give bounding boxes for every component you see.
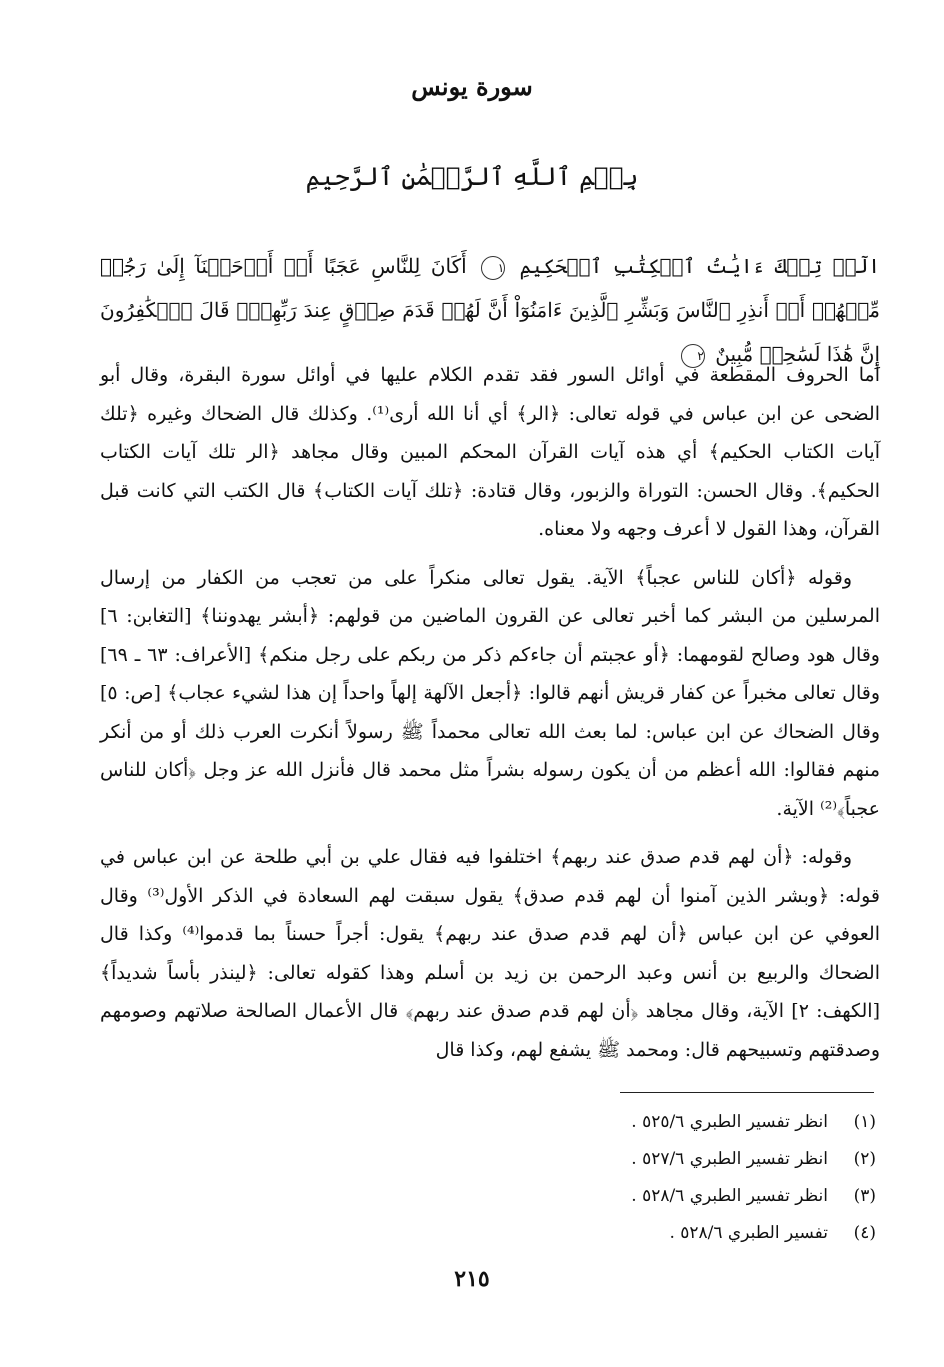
verse-2: أَكَانَ لِلنَّاسِ عَجَبًا أَنۡ أَوۡحَيۡنَآ إِلَىٰ رَجُلٖ مِّنۡهُمۡ أَنۡ أَنذِرِ ٱلنَّاسَ وَبَشِّرِ ٱلَّذِينَ ءَامَنُوٓاْ أَنَّ لَهُمۡ قَدَمَ صِدۡقٍ عِندَ رَبِّهِمۡۗ قَالَ ٱلۡكَٰفِرُونَ إِنَّ هَٰذَا لَسَٰحِرٞ مُّبِينٌ [100, 254, 880, 366]
footnote-number: (١) [853, 1112, 876, 1132]
footnote-number: (٣) [853, 1186, 876, 1206]
footnote-item [100, 1104, 876, 1141]
basmala: بِسۡمِ ٱللَّهِ ٱلرَّحۡمَٰنِ ٱلرَّحِيمِ [305, 162, 639, 191]
footnote-text: انظر تفسير الطبري ٥٢٧/٦ . [631, 1149, 828, 1169]
footnote-text: انظر تفسير الطبري ٥٢٨/٦ . [631, 1186, 828, 1206]
verse-number-2: ٢ [681, 344, 705, 368]
footnotes [100, 1104, 876, 1252]
footnote-divider [620, 1092, 874, 1093]
verse-number-1: ١ [481, 256, 505, 280]
footnote-item [100, 1215, 876, 1252]
verse-1: الٓرۚ تِلۡكَ ءَايَٰتُ ٱلۡكِتَٰبِ ٱلۡحَكِيمِ [519, 254, 881, 278]
commentary-paragraph-2: وقوله ﴿أكان للناس عجباً﴾ الآية. يقول تعالى منكراً على من تعجب من الكفار من إرسال المرسلين من البشر كما أخبر تعالى عن القرون الماضين من قولهم: ﴿أبشر يهدوننا﴾ [التغابن: ٦] وقال هود وصالح لقومهما: ﴿أو عجبتم أن جاءكم ذكر من ربكم على رجل منكم﴾ [الأعراف: ٦٣ ـ ٦٩] وقال تعالى مخبراً عن كفار قريش أنهم قالوا: ﴿أجعل الآلهة إلهاً واحداً إن هذا لشيء عجاب﴾ [ص: ٥] وقال الضحاك عن ابن عباس: لما بعث الله تعالى محمداً ﷺ رسولاً أنكرت العرب ذلك أو من أنكر منهم فقالوا: الله أعظم من أن يكون رسوله بشراً مثل محمد قال فأنزل الله عز وجل ﴿أكان للناس عجباً﴾⁽²⁾ الآية. [100, 566, 880, 820]
footnote-number: (٤) [853, 1223, 876, 1243]
footnote-number: (٢) [853, 1149, 876, 1169]
commentary-paragraph-3: وقوله: ﴿أن لهم قدم صدق عند ربهم﴾ اختلفوا فيه فقال علي بن أبي طلحة عن ابن عباس في قوله: ﴿وبشر الذين آمنوا أن لهم قدم صدق﴾ يقول سبقت لهم السعادة في الذكر الأول⁽³⁾ وقال العوفي عن ابن عباس ﴿أن لهم قدم صدق عند ربهم﴾ يقول: أجراً حسناً بما قدموا⁽⁴⁾ وكذا قال الضحاك والربيع بن أنس وعبد الرحمن بن زيد بن أسلم وهذا كقوله تعالى: ﴿لينذر بأساً شديداً﴾ [الكهف: ٢] الآية، وقال مجاهد ﴿أن لهم قدم صدق عند ربهم﴾ قال الأعمال الصالحة صلاتهم وصومهم وصدقتهم وتسبيحهم قال: ومحمد ﷺ يشفع لهم، وكذا قال [100, 846, 880, 1061]
footnote-item [100, 1141, 876, 1178]
surah-title: سورة يونس [411, 72, 533, 101]
footnote-text: انظر تفسير الطبري ٥٢٥/٦ . [631, 1112, 828, 1132]
commentary-text [100, 356, 880, 1079]
commentary-paragraph-1: أما الحروف المقطعة في أوائل السور فقد تقدم الكلام عليها في أوائل سورة البقرة، وقال أبو الضحى عن ابن عباس في قوله تعالى: ﴿الر﴾ أي أنا الله أرى⁽¹⁾. وكذلك قال الضحاك وغيره ﴿تلك آيات الكتاب الحكيم﴾ أي هذه آيات القرآن المحكم المبين وقال مجاهد ﴿الر تلك آيات الكتاب الحكيم﴾. وقال الحسن: التوراة والزبور، وقال قتادة: ﴿تلك آيات الكتاب﴾ قال الكتب التي كانت قبل القرآن، وهذا القول لا أعرف وجهه ولا معناه. [100, 364, 880, 540]
footnote-item [100, 1178, 876, 1215]
page-number: ٢١٥ [454, 1266, 490, 1292]
footnote-text: تفسير الطبري ٥٢٨/٦ . [669, 1223, 828, 1243]
